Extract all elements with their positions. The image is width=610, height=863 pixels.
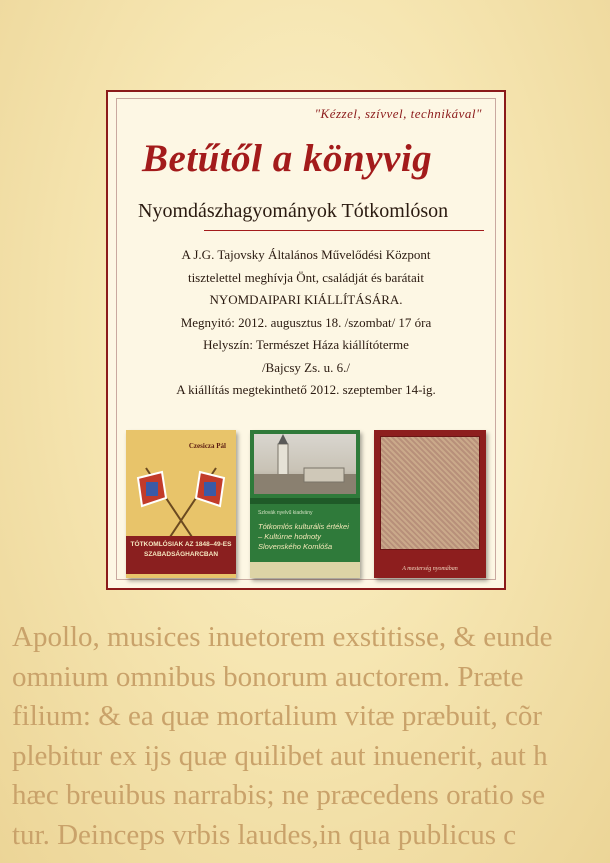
divider bbox=[204, 230, 484, 231]
info-line: A J.G. Tajovsky Általános Művelődési Központ bbox=[181, 247, 431, 262]
latin-line: filium: & ea quæ mortalium vitæ præbuit, cõr bbox=[12, 700, 543, 732]
book-authors: Szlovák nyelvű kiadvány bbox=[258, 510, 313, 516]
church-icon bbox=[254, 434, 356, 494]
info-line: Helyszín: Természet Háza kiállítóterme bbox=[203, 337, 409, 352]
latin-line: omnium omnibus bonorum auctorem. Præte bbox=[12, 660, 524, 693]
poster-title: Betűtől a könyvig bbox=[142, 137, 433, 180]
invitation-card bbox=[106, 90, 506, 590]
latin-line: hæc breuibus narrabis; ne præcedens oratio se bbox=[12, 779, 546, 811]
info-line: /Bajcsy Zs. u. 6./ bbox=[261, 359, 351, 375]
book-title: A mesterség nyomában bbox=[402, 566, 458, 572]
latin-line: tur. Deinceps vrbis laudes,in qua publicus c bbox=[12, 818, 517, 851]
motto: "Kézzel, szívvel, technikával" bbox=[314, 106, 482, 121]
engraving-image bbox=[380, 436, 480, 550]
church-photo bbox=[254, 434, 356, 494]
info-line: tisztelettel meghívja Önt, családját és barátait bbox=[187, 269, 425, 285]
book-title: Tótkomlós kulturális értékei – Kultúrne hodnoty Slovenského Komlóša bbox=[258, 522, 349, 551]
background-latin-text bbox=[12, 618, 610, 855]
book-cover-2 bbox=[250, 430, 360, 578]
book-title: TÓTKOMLÓSIAK AZ 1848–49-ES SZABADSÁGHARCBAN bbox=[126, 536, 236, 574]
book-cover-1 bbox=[126, 430, 236, 578]
book-author: Czesicza Pál bbox=[188, 442, 226, 450]
info-line: A kiállítás megtekinthető 2012. szeptember 14-ig. bbox=[176, 382, 436, 397]
info-line: Megnyitó: 2012. augusztus 18. /szombat/ 17 óra bbox=[180, 314, 432, 330]
info-line: NYOMDAIPARI KIÁLLÍTÁSÁRA. bbox=[209, 292, 403, 307]
crossed-flags-icon bbox=[126, 448, 236, 548]
latin-line: Apollo, musices inuetorem exstitisse, & eunde bbox=[12, 621, 553, 653]
poster-subtitle: Nyomdászhagyományok Tótkomlóson bbox=[138, 200, 449, 222]
cover-band bbox=[250, 498, 360, 504]
book-cover-3 bbox=[374, 430, 486, 578]
cover-bottom-band bbox=[250, 562, 360, 578]
invitation-text bbox=[108, 244, 504, 402]
latin-line: plebitur ex ijs quæ quilibet aut inuenerit, aut h bbox=[12, 739, 548, 772]
